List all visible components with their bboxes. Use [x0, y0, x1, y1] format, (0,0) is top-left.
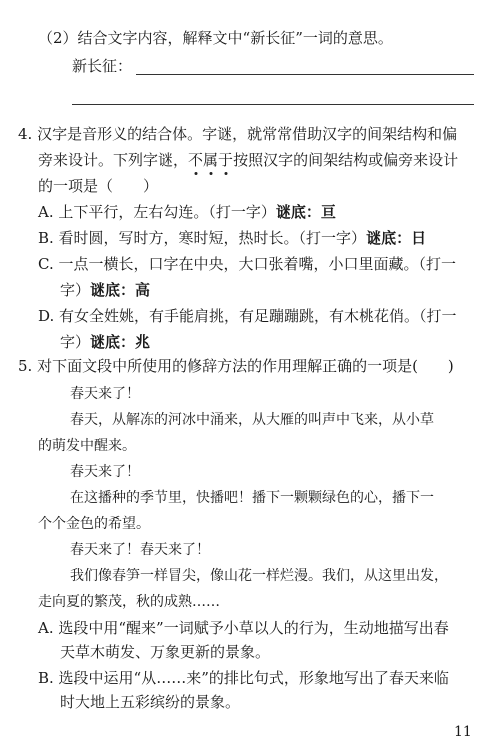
q5-stem: 5. 对下面文段中所使用的修辞方法的作用理解正确的一项是( ): [18, 357, 454, 375]
passage-line: 春天，从解冻的河冰中涌来，从大雁的叫声中飞来，从小草: [70, 412, 434, 428]
q2-text: （2）结合文字内容，解释文中“新长征”一词的意思。: [38, 29, 393, 47]
passage-line: 我们像春笋一样冒尖，像山花一样烂漫。我们，从这里出发，: [70, 568, 448, 584]
q4-stem-line2-b: 按照汉字的间架结构或偏旁来设计: [233, 151, 459, 169]
q4-stem-line3: 的一项是（ ）: [38, 177, 159, 195]
q5-option-a-cont: 天草木萌发、万象更新的景象。: [60, 643, 271, 661]
q5-option-a: A. 选段中用“醒来”一词赋予小草以人的行为，生动地描写出春: [38, 619, 449, 637]
page-number: 11: [454, 724, 472, 740]
q4-option-d-cont: [60, 332, 150, 352]
q4-option-c-cont: [60, 280, 150, 300]
answer-label: 谜底：: [275, 203, 321, 221]
q5-option-b: B. 选段中运用“从……来”的排比句式，形象地写出了春天来临: [38, 669, 449, 687]
answer-value: 高: [135, 281, 151, 299]
emphasis-char: 不: [188, 151, 204, 169]
answer-line-2: [72, 104, 474, 105]
q4-stem-line2: [38, 150, 458, 170]
passage-line: 春天来了！: [70, 386, 140, 402]
q5-option-b-cont: 时大地上五彩缤纷的景象。: [60, 693, 241, 711]
answer-value: 亘: [320, 203, 336, 221]
passage-line: 春天来了！: [70, 464, 140, 480]
q4-option-a: [38, 202, 336, 222]
option-text: A. 上下平行，左右勾连。（打一字）: [38, 203, 276, 221]
answer-label: 谜底：: [90, 281, 136, 299]
passage-line: 个个金色的希望。: [38, 516, 150, 532]
q4-option-d: D. 有女全姓姚，有手能肩挑，有足蹦蹦跳，有木桃花俏。（打一: [38, 307, 457, 325]
emphasis-char: 于: [218, 151, 234, 169]
passage-line: 走向夏的繁茂，秋的成熟……: [38, 594, 220, 610]
q4-stem-line2-a: 旁来设计。下列字谜，: [38, 151, 189, 169]
answer-line-1: [136, 74, 474, 75]
q2-answer-label: 新长征：: [72, 57, 133, 75]
q4-stem-line1: 4. 汉字是音形义的结合体。字谜，就常常借助汉字的间架结构和偏: [18, 125, 458, 143]
q4-option-c: C. 一点一横长，口字在中央，大口张着嘴，小口里面藏。（打一: [38, 255, 456, 273]
passage-line: 的萌发中醒来。: [38, 438, 136, 454]
passage-line: 在这播种的季节里，快播吧！播下一颗颗绿色的心，播下一: [70, 490, 434, 506]
passage-line: 春天来了！春天来了！: [70, 542, 210, 558]
option-text: 字）: [60, 281, 91, 299]
answer-label: 谜底：: [90, 333, 136, 351]
option-text: B. 看时圆，写时方，寒时短，热时长。（打一字）: [38, 229, 367, 247]
option-text: 字）: [60, 333, 91, 351]
answer-value: 日: [411, 229, 427, 247]
answer-label: 谜底：: [366, 229, 412, 247]
answer-value: 兆: [135, 333, 151, 351]
q4-option-b: [38, 228, 426, 248]
emphasis-char: 属: [203, 151, 219, 169]
